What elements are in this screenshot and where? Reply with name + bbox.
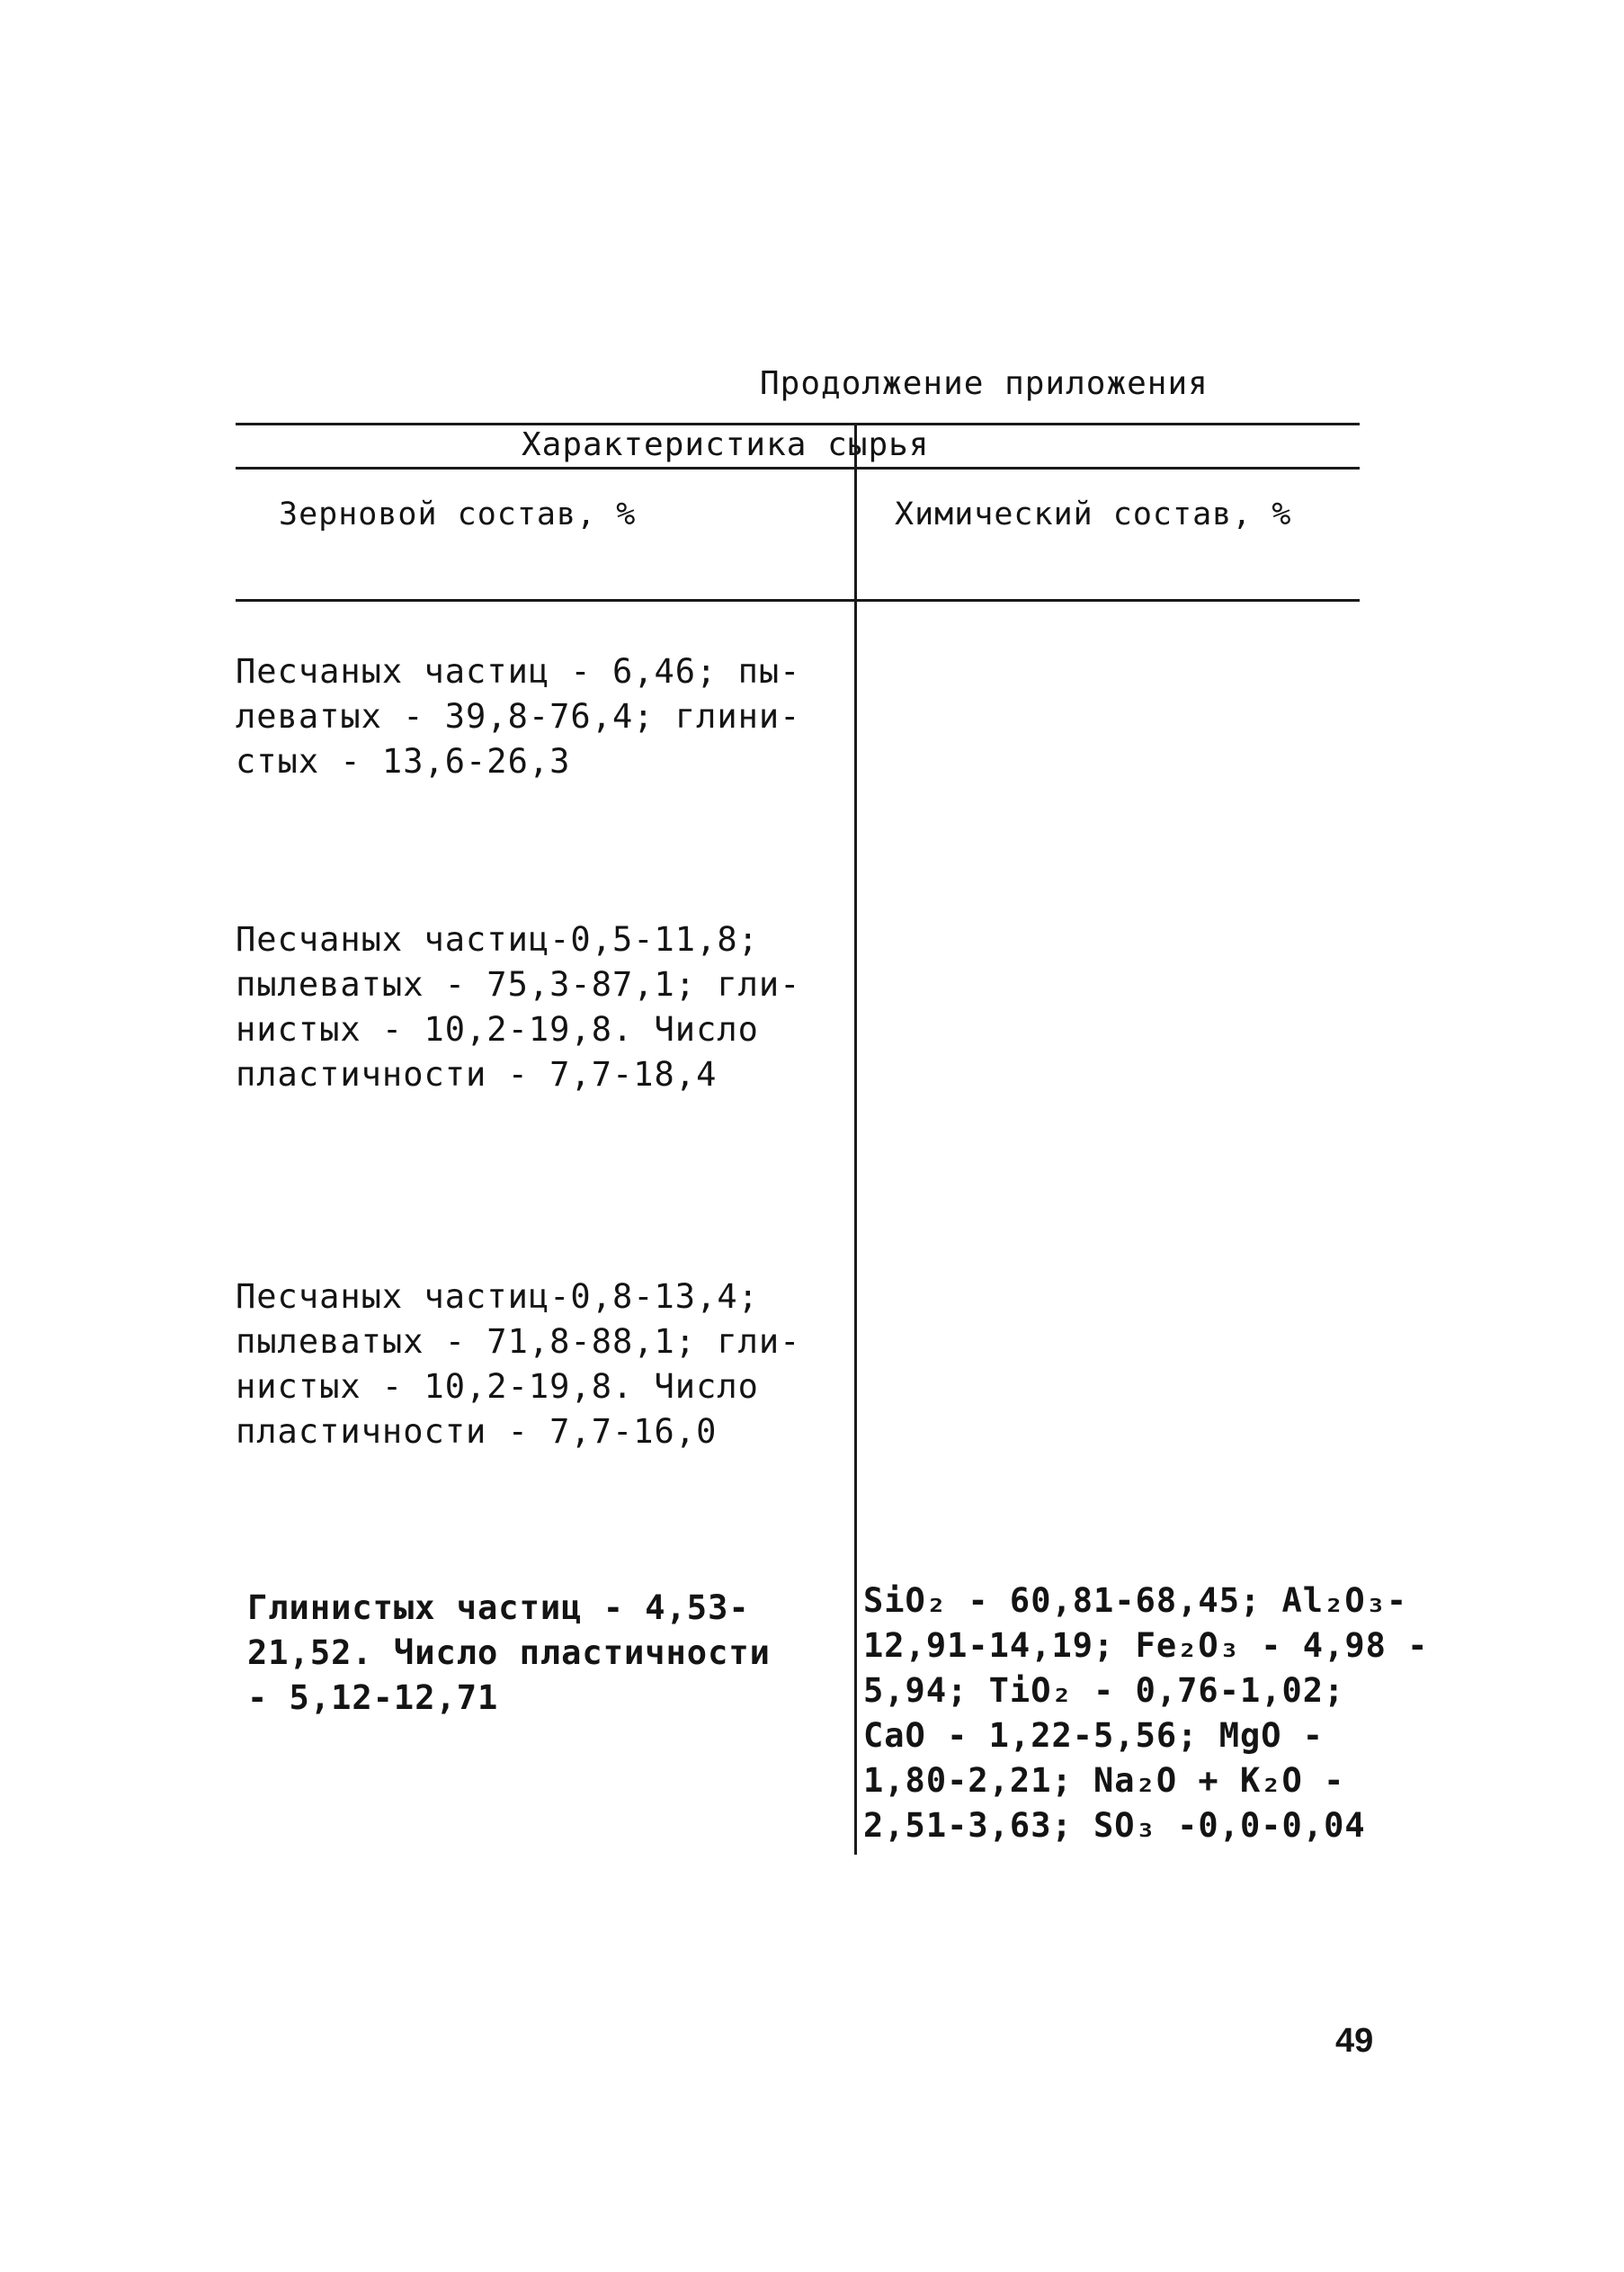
- chem-line: 12,91-14,19; Fe₂O₃ - 4,98 -: [863, 1626, 1429, 1665]
- chem-line: 5,94; TiO₂ - 0,76-1,02;: [863, 1671, 1345, 1710]
- table-top-rule: [236, 423, 1360, 425]
- grain-composition-header: Зерновой состав, %: [279, 496, 637, 532]
- chem-line: CaO - 1,22-5,56; MgO -: [863, 1716, 1325, 1755]
- chemical-composition-header: Химический состав, %: [895, 496, 1292, 532]
- column-divider: [854, 425, 857, 1855]
- grain-line: Песчаных частиц-0,8-13,4;: [236, 1277, 759, 1316]
- table-row-grain: [236, 917, 800, 1097]
- grain-line: 21,52. Число пластичности: [247, 1633, 771, 1672]
- grain-line: Песчаных частиц - 6,46; пы-: [236, 652, 801, 691]
- grain-line: стых - 13,6-26,3: [236, 742, 571, 781]
- grain-line: леватых - 39,8-76,4; глини-: [236, 697, 801, 736]
- chem-line: 1,80-2,21; Na₂O + K₂O -: [863, 1761, 1345, 1800]
- grain-line: пластичности - 7,7-18,4: [236, 1055, 718, 1094]
- table-row-chemical: [863, 1579, 1428, 1848]
- table-row-grain: [247, 1586, 771, 1721]
- page-number: 49: [1335, 2022, 1374, 2060]
- grain-line: Песчаных частиц-0,5-11,8;: [236, 920, 759, 959]
- group-header-rule: [236, 467, 1360, 470]
- table-row-grain: [236, 649, 800, 784]
- grain-line: пылеватых - 71,8-88,1; гли-: [236, 1322, 801, 1361]
- grain-line: пластичности - 7,7-16,0: [236, 1412, 718, 1451]
- grain-line: пылеватых - 75,3-87,1; гли-: [236, 965, 801, 1004]
- group-header: Характеристика сырья: [522, 426, 930, 463]
- chem-line: 2,51-3,63; SO₃ -0,0-0,04: [863, 1806, 1366, 1845]
- grain-line: Глинистых частиц - 4,53-: [247, 1588, 750, 1627]
- grain-line: нистых - 10,2-19,8. Число: [236, 1010, 759, 1049]
- grain-line: - 5,12-12,71: [247, 1678, 499, 1717]
- continuation-title: Продолжение приложения: [760, 365, 1209, 402]
- grain-line: нистых - 10,2-19,8. Число: [236, 1367, 759, 1406]
- header-bottom-rule: [236, 599, 1360, 602]
- chem-line: SiO₂ - 60,81-68,45; Al₂O₃-: [863, 1581, 1408, 1620]
- table-row-grain: [236, 1275, 800, 1454]
